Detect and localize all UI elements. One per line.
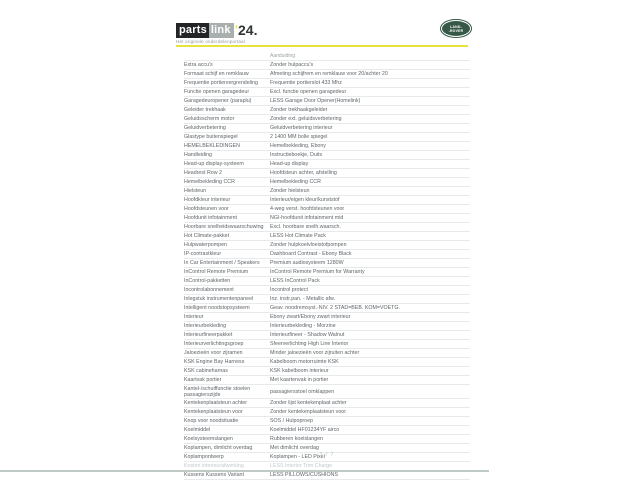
table-row — [184, 408, 470, 417]
logo-accent-mark: ’ — [234, 23, 238, 37]
row-label: Interieurfineerpakket — [184, 332, 233, 338]
row-label: Formaat schijf en remklauw — [184, 71, 249, 77]
row-value: Hemelbekleding, Ebony — [270, 143, 326, 149]
row-value: InControl Remote Premium for Warranty — [270, 269, 365, 275]
logo-parts-box: parts — [176, 23, 209, 38]
table-row — [184, 196, 470, 205]
row-value: Koplampen - LED Pixel — [270, 454, 325, 460]
row-label: Hemelbekleding CCR — [184, 179, 235, 185]
row-value: Met dimlicht overdag — [270, 445, 319, 451]
table-row — [184, 358, 470, 367]
page-indicator: 3 / 7 — [319, 452, 335, 458]
table-row — [184, 223, 470, 232]
row-label: Hielsteun — [184, 188, 207, 194]
row-value: Kabelboom motorruimte KSK — [270, 359, 339, 365]
table-row — [184, 313, 470, 322]
row-value: Excl. hoorbare snelh.waarsch. — [270, 224, 341, 230]
row-value: Zonder hulpaccu's — [270, 62, 314, 68]
logo-link-box: link — [209, 23, 234, 38]
row-value: LESS Interior Trim Charge — [270, 463, 333, 469]
row-label: Kentekenplaatsteun voor — [184, 409, 243, 415]
row-label: Knop voor noodsituatie — [184, 418, 239, 424]
row-value: SOS / Hulpoproep — [270, 418, 313, 424]
row-label: Kantel-/schuiffunctie stoelen passagierszijde — [184, 385, 251, 398]
row-label: Koelmiddel — [184, 427, 211, 433]
row-label: Kaartvak portier — [184, 377, 222, 383]
table-row — [184, 160, 470, 169]
table-row — [184, 331, 470, 340]
row-value: Met kaartenvak in portier — [270, 377, 329, 383]
row-label: Head-up display-systeem — [184, 161, 244, 167]
row-label: Frequentie portiervergrendeling — [184, 80, 258, 86]
table-row — [184, 259, 470, 268]
table-row — [184, 322, 470, 331]
options-table — [184, 52, 470, 480]
table-header-row — [184, 52, 470, 61]
row-value: Rubberen koelslangen — [270, 436, 324, 442]
row-value: Ebony zwart/Ebony zwart interieur — [270, 314, 351, 320]
row-value: Hoofdsteun achter, afstelling — [270, 170, 337, 176]
table-row — [184, 295, 470, 304]
table-row — [184, 340, 470, 349]
row-label: Geluidsscherm motor — [184, 116, 235, 122]
row-value: Zonder lijst kentekenplaat achter — [270, 400, 347, 406]
row-value: Dashboard Contrast - Ebony Black — [270, 251, 352, 257]
row-value: Incontrol protect — [270, 287, 308, 293]
table-row — [184, 250, 470, 259]
table-row — [184, 61, 470, 70]
table-row — [184, 205, 470, 214]
row-label: KSK Engine Bay Harness — [184, 359, 245, 365]
row-label: Intelligent noodstopsysteem — [184, 305, 250, 311]
table-row — [184, 142, 470, 151]
row-value: Zonder ext. geluidsverbetering — [270, 116, 342, 122]
table-row — [184, 367, 470, 376]
partslink24-logo — [176, 22, 257, 38]
row-label: Incontrolabonnement — [184, 287, 234, 293]
table-row — [184, 277, 470, 286]
table-row — [184, 133, 470, 142]
row-label: Garagedeuropener (paraplu) — [184, 98, 252, 104]
table-row — [184, 115, 470, 124]
row-label: Hoorbare snelheidswaarschuwing — [184, 224, 264, 230]
row-label: Koplampen, dimlicht overdag — [184, 445, 253, 451]
accent-divider — [176, 45, 468, 47]
row-label: Hoofdunit infotainment — [184, 215, 238, 221]
page-edge-shadow — [0, 470, 489, 472]
table-row — [184, 106, 470, 115]
row-value: Zonder hielsteun — [270, 188, 310, 194]
row-label: InControl Remote Premium — [184, 269, 249, 275]
row-value: LESS Hot Climate Pack — [270, 233, 326, 239]
row-value: Hemelbekleding CCR — [270, 179, 321, 185]
row-value: Geluidverbetering interieur — [270, 125, 333, 131]
table-row — [184, 268, 470, 277]
badge-line1: LAND- — [450, 24, 462, 29]
row-value: passagiersstoel omklappen — [270, 388, 335, 395]
row-label: HEMELBEKLEDINGEN — [184, 143, 240, 149]
row-label: Inlegstuk instrumentenpaneel — [184, 296, 254, 302]
row-value: Geav. noodremsyst.-NIV. 2 STAD=BEB. KOM=VOETG. — [270, 305, 401, 311]
row-value: Premium audiosysteem 1280W — [270, 260, 344, 266]
row-label: Geleider trekhaak — [184, 107, 226, 113]
row-label: Hoofdkleur interieur — [184, 197, 231, 203]
table-row — [184, 435, 470, 444]
row-label: Kentekenplaatsteun achter — [184, 400, 248, 406]
row-value: Interieur/eigen kleur/kunststof — [270, 197, 340, 203]
row-label: Jaloezieën voor zijramen — [184, 350, 243, 356]
row-label: IP-contrastkleur — [184, 251, 222, 257]
row-value: Zonder hulpkoelvloeistofpompen — [270, 242, 347, 248]
row-value: Inz. instr.pan. - Metallic afw. — [270, 296, 336, 302]
row-label: Hoofdsteunen voor — [184, 206, 229, 212]
row-label: Koelsysteemslangen — [184, 436, 233, 442]
table-row — [184, 79, 470, 88]
row-label: Kosten interieurafwerking — [184, 463, 244, 469]
row-label: Interieur — [184, 314, 204, 320]
table-row — [184, 399, 470, 408]
table-row — [184, 97, 470, 106]
row-label: Headrest Row 2 — [184, 170, 222, 176]
row-value: Excl. functie openen garagedeur — [270, 89, 347, 95]
table-row — [184, 417, 470, 426]
row-label: Glastype buitenspiegel — [184, 134, 238, 140]
table-row — [184, 385, 470, 399]
row-label: Koplampontwerp — [184, 454, 224, 460]
logo-24-text: 24. — [238, 22, 258, 38]
table-row — [184, 232, 470, 241]
column-header-aanduiding: Aanduiding — [270, 53, 296, 59]
row-value: Minder jaloezieën voor zijruiten achter — [270, 350, 360, 356]
row-value: KSK kabelboom interieur — [270, 368, 329, 374]
badge-line2: -ROVER — [448, 28, 464, 33]
table-row — [184, 151, 470, 160]
row-value: Afmeting schijfrem en remklauw voor 20/achter 20 — [270, 71, 388, 77]
row-value: Zonder kentekenplaatsteun voor — [270, 409, 346, 415]
table-row — [184, 214, 470, 223]
row-label: Handleiding — [184, 152, 212, 158]
row-label: Hot Climate-pakket — [184, 233, 230, 239]
row-label: InControl-pakketten — [184, 278, 231, 284]
row-label: In Car Entertainment / Speakers — [184, 260, 260, 266]
row-value: Interieurbekleding - Morzine — [270, 323, 336, 329]
row-value: 4-weg verst. hoofdsteunen voor — [270, 206, 345, 212]
logo-tagline: Het originele onderdelenportaal — [176, 39, 245, 44]
row-value: Koelmiddel HF01234YF airco — [270, 427, 340, 433]
table-row — [184, 88, 470, 97]
row-value: LESS Garage Door Opener(Homelink) — [270, 98, 361, 104]
row-value: Zonder trekhaakgeleider — [270, 107, 328, 113]
table-row — [184, 124, 470, 133]
row-value: Sfeerverlichting High Line Interior — [270, 341, 349, 347]
row-value: LESS InControl Pack — [270, 278, 320, 284]
table-row — [184, 241, 470, 250]
table-row — [184, 349, 470, 358]
land-rover-badge-icon — [440, 19, 472, 38]
row-value: Frequentie portierslot 433 Mhz — [270, 80, 342, 86]
table-row — [184, 187, 470, 196]
row-label: Interieurbekleding — [184, 323, 227, 329]
row-value: Head-up display — [270, 161, 309, 167]
row-label: Interieurverlichtingsgroep — [184, 341, 244, 347]
row-value: Interieurfineer - Shadow Walnut — [270, 332, 345, 338]
table-row — [184, 178, 470, 187]
row-value: NGI-hoofdunit infotainment mid — [270, 215, 344, 221]
table-row — [184, 169, 470, 178]
table-body — [184, 61, 470, 480]
row-label: KSK cabineharnas — [184, 368, 228, 374]
table-row — [184, 286, 470, 295]
row-label: Extra accu's — [184, 62, 213, 68]
table-row — [184, 426, 470, 435]
row-label: Geluidverbetering — [184, 125, 226, 131]
row-value: LESS PILLOWS/CUSHIONS — [270, 472, 338, 478]
row-value: Instructieboekje, Duits — [270, 152, 323, 158]
row-label: Kussens Kussens Variant — [184, 472, 244, 478]
table-row — [184, 471, 470, 480]
table-row — [184, 304, 470, 313]
row-value: 2 1400 MM bolle spiegel — [270, 134, 328, 140]
row-label: Hulpwaterpompen — [184, 242, 227, 248]
table-row — [184, 70, 470, 79]
row-label: Functie openen garagedeur — [184, 89, 250, 95]
table-row — [184, 376, 470, 385]
